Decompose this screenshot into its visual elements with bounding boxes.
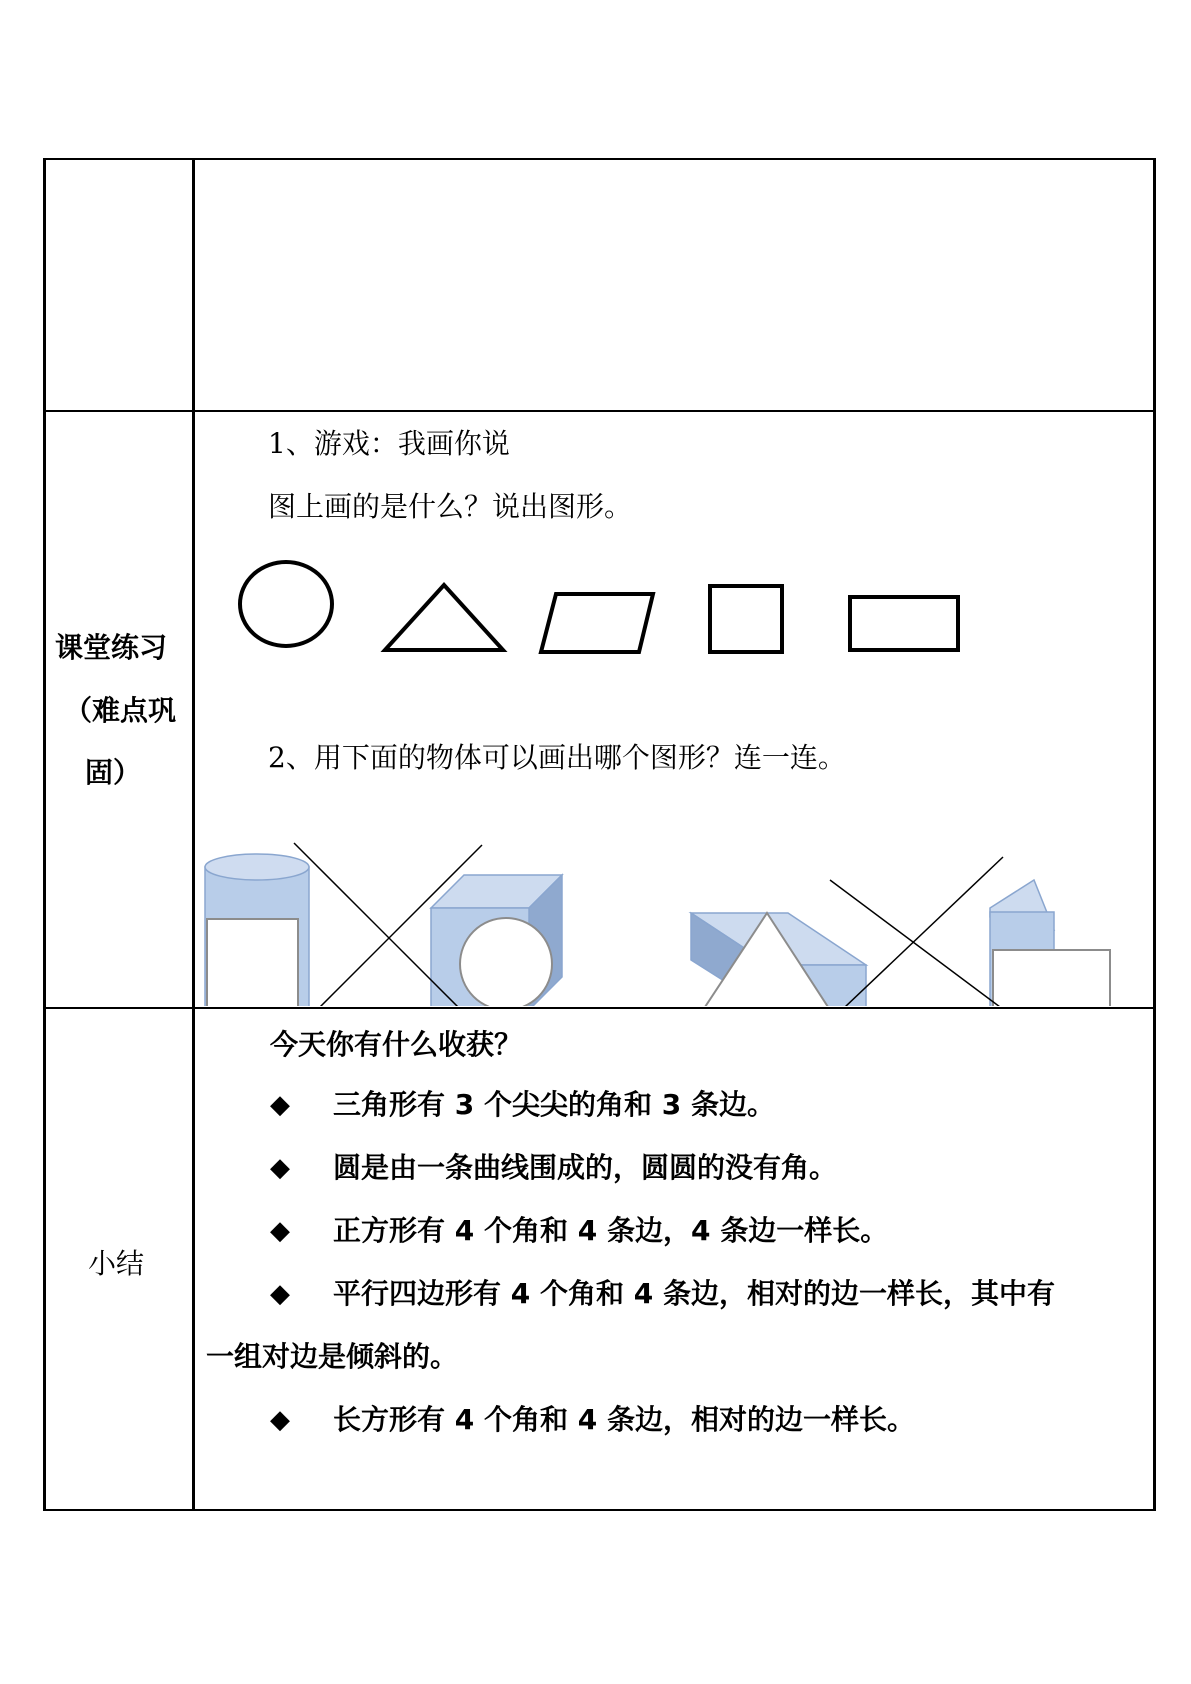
square-icon (710, 586, 782, 652)
question-1-prompt: 图上画的是什么？说出图形。 (268, 490, 633, 523)
circle-icon (240, 562, 332, 646)
question-2-title: 2、用下面的物体可以画出哪个图形？连一连。 (268, 741, 846, 774)
label-practice-line2: （难点巩 (64, 694, 177, 727)
label-summary: 小结 (88, 1247, 145, 1280)
rectangle-icon (850, 597, 958, 650)
bullet-icon: ◆ (270, 1279, 290, 1309)
summary-point-4-continuation: 一组对边是倾斜的。 (206, 1340, 459, 1373)
summary-point-5: 长方形有 4 个角和 4 条边，相对的边一样长。 (333, 1403, 915, 1436)
summary-point-1: 三角形有 3 个尖尖的角和 3 条边。 (333, 1088, 775, 1121)
summary-heading: 今天你有什么收获？ (270, 1028, 523, 1061)
connector-line-d (845, 857, 1003, 1007)
triangular-prism-icon (691, 913, 866, 1010)
label-practice-line1: 课堂练习 (55, 631, 168, 664)
triangle-icon (385, 585, 503, 650)
question-1-title: 1、游戏：我画你说 (268, 427, 510, 460)
label-practice-line3: 固） (85, 756, 142, 789)
bullet-icon: ◆ (270, 1153, 290, 1183)
bullet-icon: ◆ (270, 1090, 290, 1120)
bullet-icon: ◆ (270, 1405, 290, 1435)
cube-icon (431, 875, 562, 1010)
summary-point-4: 平行四边形有 4 个角和 4 条边，相对的边一样长，其中有 (333, 1277, 1055, 1310)
box-icon (990, 880, 1110, 1010)
summary-point-3: 正方形有 4 个角和 4 条边，4 条边一样长。 (333, 1214, 889, 1247)
parallelogram-icon (541, 594, 653, 652)
cylinder-icon (205, 854, 309, 1017)
summary-point-2: 圆是由一条曲线围成的，圆圆的没有角。 (333, 1151, 838, 1184)
bullet-icon: ◆ (270, 1216, 290, 1246)
